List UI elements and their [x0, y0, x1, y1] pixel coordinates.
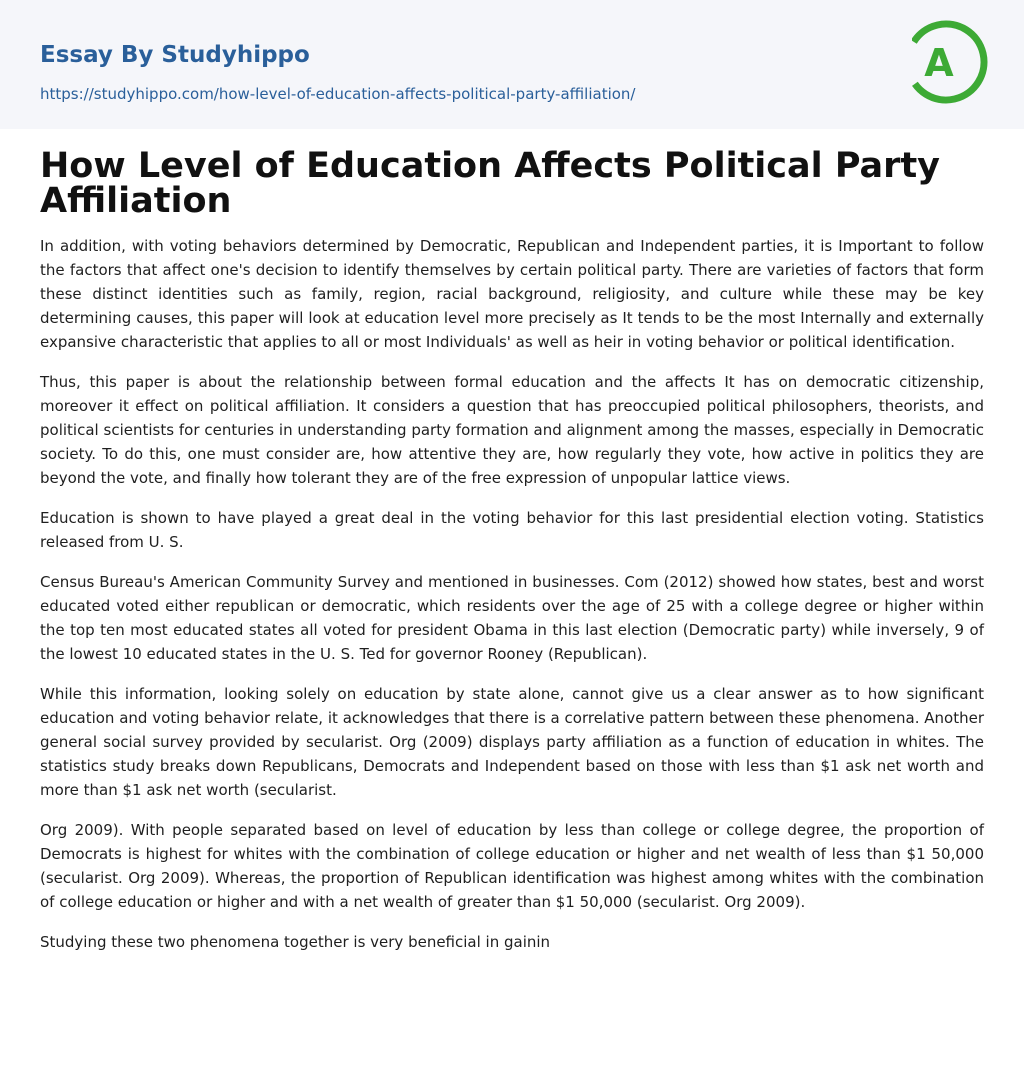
article-paragraph: While this information, looking solely on education by state alone, cannot give us a clear answer as to how significant education and voting behavior relate, it acknowledges that there is a correlative pattern between these phenomena. Another general social survey provided by secularist. Org (2009) displays party affiliation as a function of education in whites. The statistics study breaks down Republicans, Democrats and Independent based on those with less than $1 ask net worth and more than $1 ask net worth (secularist.	[40, 685, 984, 799]
article-body	[40, 234, 984, 970]
article-paragraph: Studying these two phenomena together is very beneficial in gainin	[40, 933, 551, 951]
article-paragraph: In addition, with voting behaviors determined by Democratic, Republican and Independent parties, it is Important to follow the factors that affect one's decision to identify themselves by certain political party. There are varieties of factors that form these distinct identities such as family, region, racial background, religiosity, and culture while these may be key determining causes, this paper will look at education level more precisely as It tends to be the most Internally and externally expansive characteristic that applies to all or most Individuals' as well as heir in voting behavior or political identification.	[40, 237, 984, 351]
logo-letter: A	[924, 41, 954, 85]
site-brand[interactable]: Essay By Studyhippo	[40, 42, 310, 68]
article-paragraph: Thus, this paper is about the relationship between formal education and the affects It has on democratic citizenship, moreover it effect on political affiliation. It considers a question that has preoccupied political philosophers, theorists, and political scientists for centuries in understanding party formation and alignment among the masses, especially in Democratic society. To do this, one must consider are, how attentive they are, how regularly they vote, how active in politics they are beyond the vote, and finally how tolerant they are of the free expression of unpopular lattice views.	[40, 373, 984, 487]
article-paragraph: Census Bureau's American Community Survey and mentioned in businesses. Com (2012) showed how states, best and worst educated voted either republican or democratic, which residents over the age of 25 with a college degree or higher within the top ten most educated states all voted for president Obama in this last election (Democratic party) while inversely, 9 of the lowest 10 educated states in the U. S. Ted for governor Rooney (Republican).	[40, 573, 984, 663]
article-title: How Level of Education Affects Political Party Affiliation	[40, 146, 940, 221]
article-paragraph: Education is shown to have played a great deal in the voting behavior for this last presidential election voting. Statistics released from U. S.	[40, 509, 984, 551]
site-header	[0, 0, 1024, 129]
article-paragraph: Org 2009). With people separated based on level of education by less than college or college degree, the proportion of Democrats is highest for whites with the combination of college education or higher and net wealth of less than $1 50,000 (secularist. Org 2009). Whereas, the proportion of Republican identification was highest among whites with the combination of college education or higher and with a net wealth of greater than $1 50,000 (secularist. Org 2009).	[40, 821, 984, 911]
article-url-link[interactable]: https://studyhippo.com/how-level-of-education-affects-political-party-affiliation/	[40, 85, 636, 103]
studyhippo-logo-icon[interactable]	[912, 18, 988, 106]
